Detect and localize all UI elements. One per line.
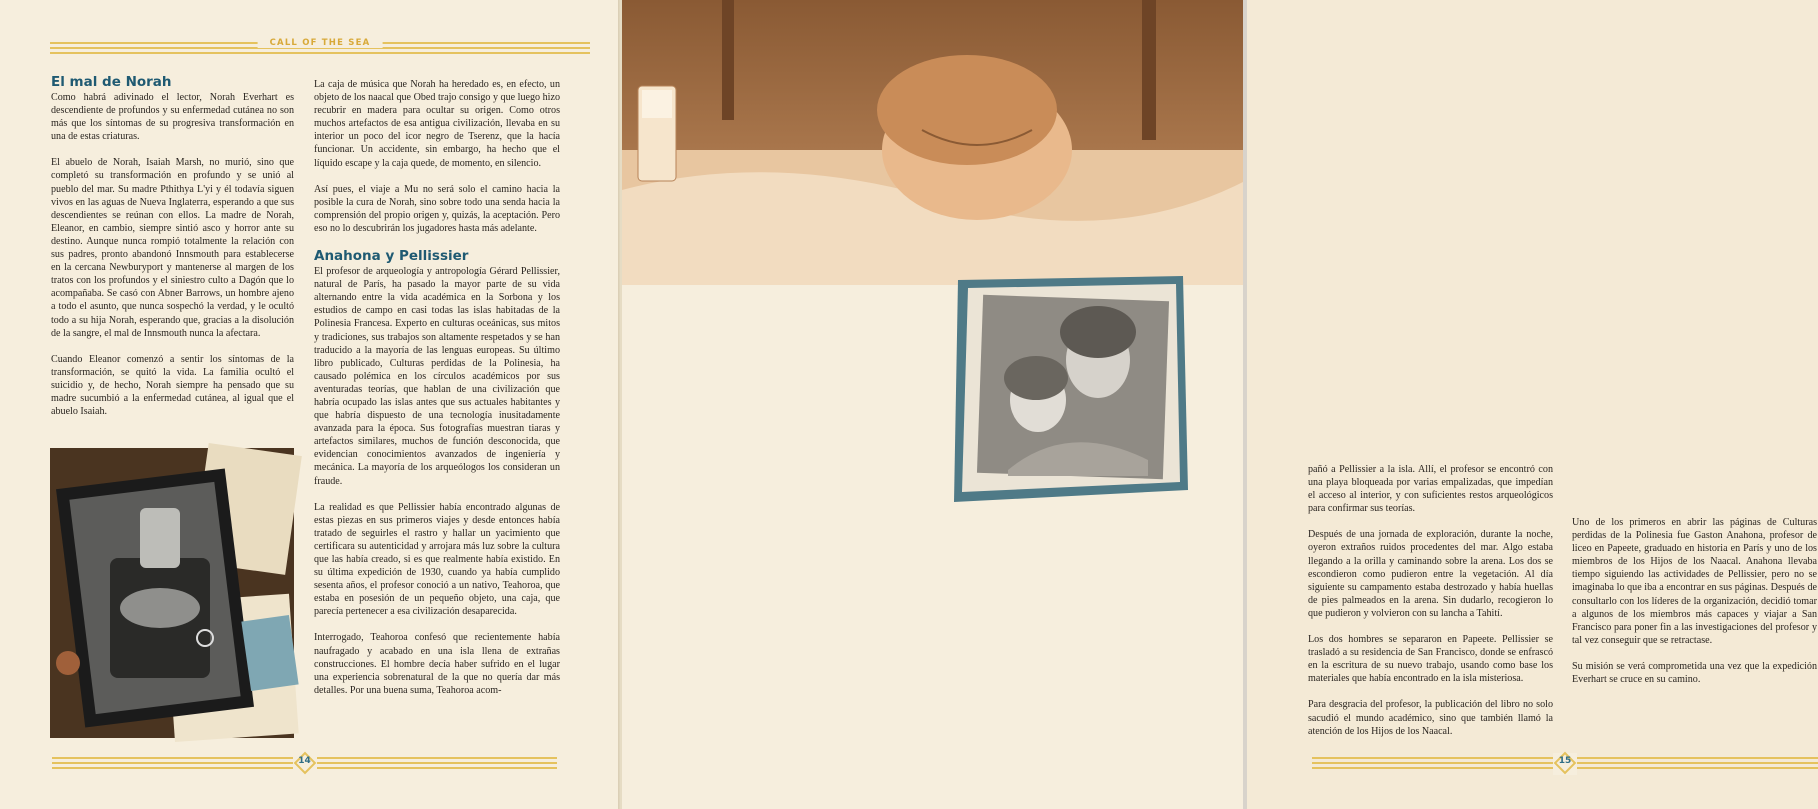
music-box-illustration bbox=[50, 448, 294, 738]
paragraph: Uno de los primeros en abrir las páginas de Culturas perdidas de la Polinesia fue Gaston Anahona, profesor de liceo en Papeete, graduado en historia en París y uno de los miembros de los Hijos de los Naacal. Anahona llevaba tiempo siguiendo las actividades de Pellissier, pero no se imaginaba lo que iba a encontrar en sus páginas. Después de consultarlo con los líderes de la organización, decidió tomar a algunos de los miembros más capaces y viajar a San Francisco para poner fin a las investigaciones del profesor y tal vez conseguir que se retractase. bbox=[1572, 517, 1817, 646]
scrollbar[interactable] bbox=[1243, 0, 1247, 809]
left-page bbox=[0, 0, 620, 809]
paragraph: La caja de música que Norah ha heredado es, en efecto, un objeto de los naacal que Obed trajo consigo y que luego hizo recubrir en madera para ocultar su origen. Como otros muchos artefactos de esa antigua civilización, llevaba en su interior un poco del icor negro de Tserenz, que la hacía funcionar. Un accidente, sin embargo, ha hecho que el líquido escape y la caja quede, de momento, en silencio. bbox=[314, 79, 560, 169]
header-band bbox=[50, 38, 590, 56]
page-number-right: 15 bbox=[1553, 753, 1577, 775]
paragraph: Cuando Eleanor comenzó a sentir los síntomas de la transformación, se quitó la vida. La familia ocultó el suicidio y, de hecho, Norah siempre ha pensado que su madre sucumbió a la enfermedad cutánea, al igual que el abuelo Isaiah. bbox=[51, 353, 294, 418]
paragraph: Después de una jornada de exploración, durante la noche, oyeron extraños ruidos procedentes del mar. Algo estaba llegando a la orilla y caminando sobre la arena. Los dos se escondieron como pudieron entre la vegetación. Al día siguiente su campamento estaba destrozado y había huellas de pies palmeados en la arena. Sin dudarlo, recogieron lo que pudieron y volvieron con su lancha a Tahití. bbox=[1308, 529, 1553, 619]
header-title: CALL OF THE SEA bbox=[258, 38, 383, 48]
section-heading-anahona: Anahona y Pellissier bbox=[314, 248, 469, 265]
column-2 bbox=[314, 78, 560, 710]
paragraph: El abuelo de Norah, Isaiah Marsh, no murió, sino que completó su transformación en profundo y se unió al pueblo del mar. Su madre Pthithya L'yi y él todavía siguen vivos en las aguas de Nueva Inglaterra, esperando a que sus descendientes se reúnan con ellos. La madre de Norah, Eleanor, en cambio, siempre sintió asco y horror ante su destino. Aunque nunca rompió totalmente la relación con sus padres, pronto abandonó Innsmouth para establecerse en la cercana Newburyport y mantenerse al margen de los tratos con los profundos y el siniestro culto a Dagón que lo acompañaba. Se casó con Abner Barrows, un hombre ajeno a todo el asunto, que nunca sospechó la verdad, y le ocultó todo a su hija Norah, esperando que, gracias a la disolución de la sangre, el mal de Innsmouth nunca la afectara. bbox=[51, 157, 294, 339]
vintage-photo bbox=[948, 270, 1193, 510]
paragraph: Así pues, el viaje a Mu no será solo el camino hacia la posible la cura de Norah, sino sobre todo una senda hacia la comprensión del propio origen y, quizás, la aceptación. Pero eso no lo descubrirán los jugadores hasta más adelante. bbox=[314, 183, 560, 234]
paragraph: pañó a Pellissier a la isla. Allí, el profesor se encontró con una playa bloqueada por varias empalizadas, que impedían el acceso al interior, y con suficientes restos arqueológicos para confirmar sus teorías. bbox=[1308, 464, 1553, 515]
column-4 bbox=[1572, 516, 1817, 699]
paragraph: Para desgracia del profesor, la publicación del libro no solo sacudió el mundo académico, sino que también llamó la atención de los Hijos de los Naacal. bbox=[1308, 699, 1553, 737]
footer-band-right bbox=[1312, 757, 1818, 771]
sleeping-woman-illustration bbox=[622, 0, 1247, 285]
paragraph: Su misión se verá comprometida una vez que la expedición Everhart se cruce en su camino. bbox=[1572, 660, 1817, 686]
paragraph: Los dos hombres se separaron en Papeete. Pellissier se trasladó a su residencia de San Francisco, donde se enfrascó en la escritura de su nuevo trabajo, usando como base los materiales que había encontrado en la isla misteriosa. bbox=[1308, 634, 1553, 685]
paragraph: Como habrá adivinado el lector, Norah Everhart es descendiente de profundos y su enfermedad cutánea no son más que los síntomas de su progresiva transformación en una de estas criaturas. bbox=[51, 92, 294, 143]
paragraph: El profesor de arqueología y antropología Gérard Pellissier, natural de París, ha pasado la mayor parte de su vida alternando entre la vida académica en la Sorbona y los estudios de campo en casi todas las islas habitadas de la Polinesia Francesa. Experto en culturas oceánicas, sus mitos y tradiciones, sus trabajos son altamente respetados y se han traducido a la mayoría de las lenguas europeas. Su último libro publicado, Culturas perdidas de la Polinesia, ha causado polémica en los círculos académicos por sus aventuradas teorías, que hablan de una civilización que habría ocupado las islas antes que sus actuales habitantes y que habría dispuesto de una tecnología inusitadamente avanzada para la época. Sus fotografías muestran tiaras y artefactos similares, muchos de función desconocida, que evidencian conocimientos avanzados de ingeniería y mecánica. La mayoría de los arqueólogos los consideran un fraude. bbox=[314, 266, 560, 487]
column-3 bbox=[1308, 463, 1553, 751]
paragraph: Interrogado, Teahoroa confesó que recientemente había naufragado y acabado en una isla llena de extrañas construcciones. El hombre decía haber sufrido en el lugar una experiencia sobrenatural de la que no quería dar más detalles. Por una buena suma, Teahoroa acom- bbox=[314, 632, 560, 696]
footer-band-left bbox=[52, 757, 557, 771]
column-1 bbox=[51, 74, 294, 431]
paragraph: La realidad es que Pellissier había encontrado algunas de estas piezas en sus primeros viajes y desde entonces había tratado de seguirles el rastro y hallar un yacimiento que certificara su autenticidad y arrojara más luz sobre la cultura que las había creado, si es que realmente había existido. En su última expedición de 1930, cuando ya había cumplido sesenta años, el profesor conoció a un nativo, Teahoroa, que estaba en posesión de un pequeño objeto, una caja, que parecía pertenecer a esa civilización desaparecida. bbox=[314, 501, 560, 618]
section-heading-norah: El mal de Norah bbox=[51, 74, 172, 90]
page-number-left: 14 bbox=[293, 753, 317, 775]
